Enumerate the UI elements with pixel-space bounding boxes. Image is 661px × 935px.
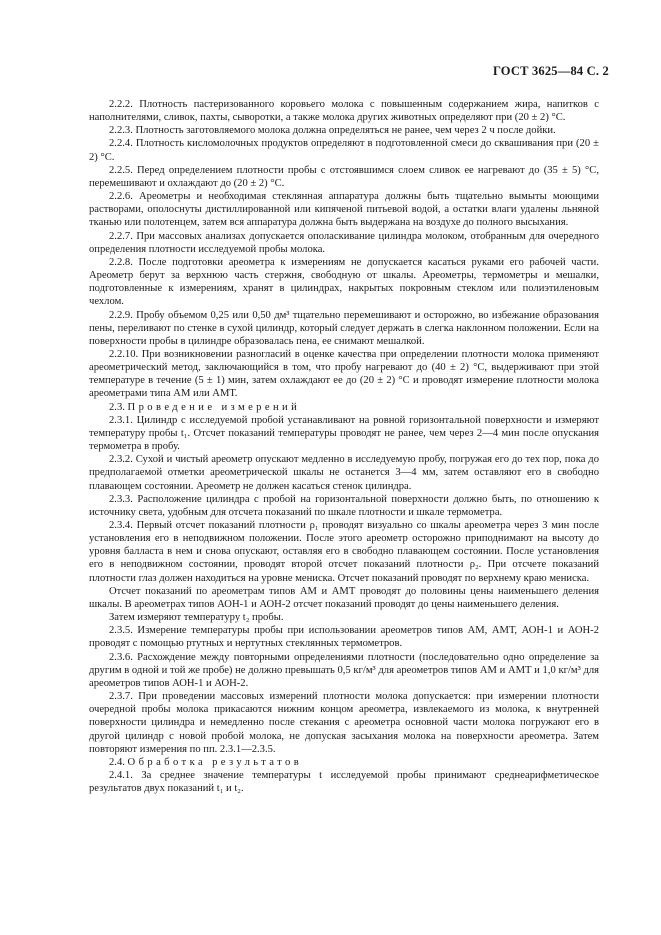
paragraph-2-2-3: 2.2.3. Плотность заготовляемого молока должна определяться не ранее, чем через 2 ч после дойки. (109, 125, 556, 137)
paragraph-2-3-2: 2.3.2. Сухой и чистый ареометр опускают медленно в исследуемую пробу, погружая его до тех пор, пока до предполагаемой отметки ареометрической шкалы не останется 3—4 мм, затем оставляют его в свободно плавающем состоянии. Ареометр не должен касаться стенок цилиндра. (89, 454, 599, 492)
paragraph-2-2-6: 2.2.6. Ареометры и необходимая стеклянная аппаратура должны быть тщательно вымыты моющими растворами, ополоснуты дистиллированной или кипяченой питьевой водой, а остатки влаги удалены льняной тканью или полотенцем, затем вся аппаратура должна быть выдержана на воздухе до полного высыхания. (89, 191, 599, 229)
paragraph-reading-precision: Отсчет показаний по ареометрам типов АМ и АМТ проводят до половины цены наименьшего деления шкалы. В ареометрах типов АОН-1 и АОН-2 отсчет показаний проводят до цены наименьшего деления. (89, 585, 599, 610)
section-title: Проведение измерений (127, 401, 301, 413)
paragraph-2-3-5: 2.3.5. Измерение температуры пробы при использовании ареометров типов АМ, АМТ, АОН-1 и АОН-2 проводят с помощью ртутных и нертутных стеклянных термометров. (89, 625, 599, 650)
page-header: ГОСТ 3625—84 С. 2 (492, 64, 609, 78)
paragraph-2-3-4: 2.3.4. Первый отсчет показаний плотности ρ₁ проводят визуально со шкалы ареометра через 3 мин после установления его в неподвижном положении. После этого ареометр осторожно приподнимают на высоту до уровня балласта в нем и снова опускают, оставляя его в свободно плавающем состоянии. После установления его в неподвижном состоянии, проводят второй отсчет показаний плотности ρ₂. При отсчете показаний плотности глаз должен находиться на уровне мениска. Отсчет показаний проводят по верхнему краю мениска. (89, 520, 599, 584)
paragraph-2-3-7: 2.3.7. При проведении массовых измерений плотности молока допускается: при измерении плотности очередной пробы молока прикасаются нижним концом ареометра, извлекаемого из молока, к внутренней поверхности цилиндра и немедленно после стекания с ареометра основной части молока погружают его в другой цилиндр с новой пробой молока, не допуская засыхания молока на поверхности ареометра. Затем повторяют измерения по пп. 2.3.1—2.3.5. (89, 691, 599, 755)
paragraph-2-4-1: 2.4.1. За среднее значение температуры t исследуемой пробы принимают среднеарифметическое результатов двух показаний t₁ и t₂. (89, 769, 599, 795)
paragraph-2-2-10: 2.2.10. При возникновении разногласий в оценке качества при определении плотности молока применяют ареометрический метод, заключающийся в том, что пробу нагревают до (40 ± 2) °С, выдерживают при этой температуре в течение (5 ± 1) мин, затем охлаждают ее до (20 ± 2) °С и проводят измерение плотности молока ареометрами типа АМ или АМТ. (89, 348, 599, 400)
paragraph-2-2-7: 2.2.7. При массовых анализах допускается ополаскивание цилиндра молоком, отобранным для очередного определения плотности исследуемой пробы молока. (89, 230, 599, 255)
section-number: 2.4. (109, 756, 125, 768)
section-number: 2.3. (109, 401, 125, 413)
paragraph-2-3-6: 2.3.6. Расхождение между повторными определениями плотности (последовательно одно определение за другим в одной и той же пробе) не должно превышать 0,5 кг/м³ для ареометров типов АМ и АМТ и 1,0 кг/м³ для ареометров типов АОН-1 и АОН-2. (89, 651, 599, 689)
paragraph-2-2-9: 2.2.9. Пробу объемом 0,25 или 0,50 дм³ тщательно перемешивают и осторожно, во избежание образования пены, переливают по стенке в сухой цилиндр, который следует держать в слегка наклонном положении. Если на поверхности пробы в цилиндре образовалась пена, ее снимают мешалкой. (89, 309, 599, 347)
paragraph-2-2-2: 2.2.2. Плотность пастеризованного коровьего молока с повышенным содержанием жира, напитков с наполнителями, сливок, пахты, сыворотки, а также молока других животных определяют при (20 ± 2) °С. (89, 99, 599, 124)
section-title: Обработка результатов (127, 756, 303, 768)
paragraph-2-3-1: 2.3.1. Цилиндр с исследуемой пробой устанавливают на ровной горизонтальной поверхности и измеряют температуру пробы t₁. Отсчет показаний температуры проводят не ранее, чем через 2—4 мин после опускания термометра в пробу. (89, 414, 599, 453)
paragraph-2-2-5: 2.2.5. Перед определением плотности пробы с отстоявшимся слоем сливок ее нагревают до (35 ± 5) °С, перемешивают и охлаждают до (20 ± 2) °С. (89, 164, 599, 189)
section-heading-2-4 (89, 756, 599, 769)
document-body (89, 98, 599, 795)
section-heading-2-3 (89, 401, 599, 414)
paragraph-2-2-4: 2.2.4. Плотность кисломолочных продуктов определяют в подготовленной смеси до сквашивания при (20 ± 2) °С. (89, 138, 599, 163)
paragraph-2-2-8: 2.2.8. После подготовки ареометра к измерениям не допускается касаться руками его рабочей части. Ареометр берут за верхнюю часть стержня, свободную от шкалы. Ареометры, термометры и мешалки, подготовленные к измерениям, хранят в цилиндрах, накрытых покровным стеклом или полиэтиленовым чехлом. (89, 256, 599, 308)
paragraph-measure-temperature: Затем измеряют температуру t₂ пробы. (109, 612, 284, 624)
paragraph-2-3-3: 2.3.3. Расположение цилиндра с пробой на горизонтальной поверхности должно быть, по отношению к источнику света, удобным для отсчета показаний по шкале плотности и шкале термометра. (89, 493, 599, 518)
